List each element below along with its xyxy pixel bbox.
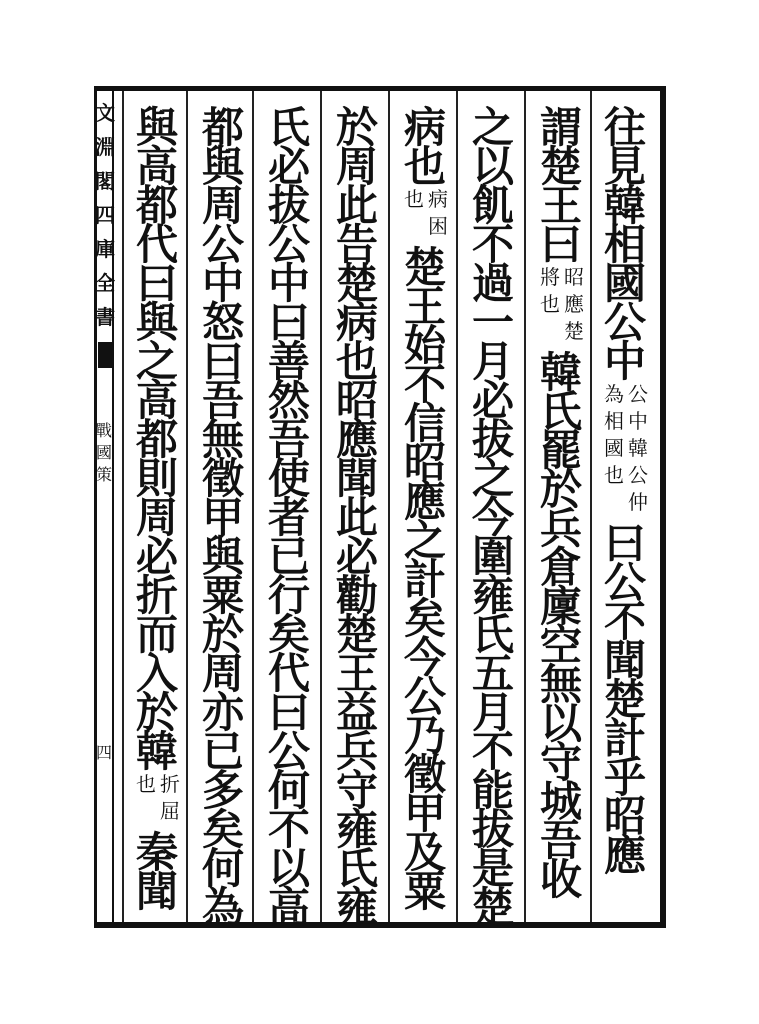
glyph: 中 [267,259,310,308]
glyph: 徵 [201,454,244,503]
annotation-glyph: 病 [428,187,448,211]
glyph: 秦 [135,828,178,877]
spine-glyph: 文 [95,101,115,125]
glyph: 矣 [201,805,244,854]
glyph: 與 [201,532,244,581]
glyph: 而 [135,610,178,659]
annotation-column [602,381,626,489]
glyph: 周 [335,142,378,191]
glyph: 廩 [539,582,582,631]
glyph: 守 [335,766,378,815]
annotation-glyph: 屈 [160,799,180,823]
glyph: 與 [201,142,244,191]
glyph: 以 [539,699,582,748]
spine-glyph: 閣 [95,169,115,193]
spine-glyph: 書 [95,305,115,329]
glyph: 粟 [201,571,244,620]
glyph: 也 [335,337,378,386]
column-rule [524,91,526,922]
glyph: 昭 [603,792,646,841]
glyph: 亦 [201,688,244,737]
glyph: 吾 [539,816,582,865]
glyph: 中 [201,259,244,308]
glyph: 一 [471,298,514,347]
glyph: 罷 [539,426,582,475]
annotation-column [562,264,586,345]
glyph: 聞 [335,454,378,503]
glyph: 過 [471,259,514,308]
annotation-glyph: 也 [404,187,424,211]
glyph: 何 [267,766,310,815]
glyph: 曰 [603,519,646,568]
spine-glyph: 庫 [95,237,115,261]
spine-header [95,96,115,376]
glyph: 昭 [335,376,378,425]
glyph: 中 [603,337,646,386]
glyph: 楚 [603,675,646,724]
fishtail-marker [98,342,112,368]
annotation-glyph: 楚 [564,319,584,343]
glyph: 氏 [539,387,582,436]
glyph: 氏 [267,103,310,152]
glyph: 不 [471,727,514,776]
glyph: 必 [267,142,310,191]
glyph: 代 [267,649,310,698]
glyph: 不 [471,220,514,269]
glyph: 空 [539,621,582,670]
spine-glyph: 淵 [95,135,115,159]
glyph: 徵 [403,750,446,799]
annotation-column [402,186,426,213]
glyph: 告 [335,220,378,269]
glyph: 之 [471,454,514,503]
column-rule [388,91,390,922]
title-glyph: 戰 [96,421,113,440]
glyph: 則 [135,454,178,503]
glyph: 拔 [471,805,514,854]
glyph: 者 [267,493,310,542]
annotation-glyph: 中 [628,409,648,433]
glyph: 然 [267,376,310,425]
glyph: 於 [135,688,178,737]
page-number: 四 [96,743,113,762]
glyph: 為 [201,883,244,932]
glyph: 曰 [201,337,244,386]
glyph: 此 [335,181,378,230]
glyph: 兵 [539,504,582,553]
glyph: 韓 [135,727,178,776]
column-rule [122,91,124,922]
glyph: 公 [403,672,446,721]
glyph: 楚 [335,610,378,659]
glyph: 氏 [471,610,514,659]
glyph: 應 [335,415,378,464]
annotation-glyph: 為 [604,382,624,406]
glyph: 五 [471,649,514,698]
glyph: 也 [403,142,446,191]
glyph: 氏 [335,844,378,893]
glyph: 於 [335,103,378,152]
column-rule [186,91,188,922]
glyph: 拔 [267,181,310,230]
glyph: 今 [471,493,514,542]
spine-glyph: 全 [95,271,115,295]
glyph: 之 [403,516,446,565]
glyph: 與 [135,298,178,347]
glyph: 國 [603,259,646,308]
glyph: 行 [267,571,310,620]
glyph: 公 [603,298,646,347]
glyph: 已 [267,532,310,581]
glyph: 甲 [403,789,446,838]
glyph: 楚 [539,142,582,191]
glyph: 公 [267,727,310,776]
annotation-column [134,771,158,798]
glyph: 拔 [471,415,514,464]
column-rule [252,91,254,922]
glyph: 韓 [539,348,582,397]
glyph: 不 [267,805,310,854]
glyph: 無 [539,660,582,709]
glyph: 始 [403,321,446,370]
glyph: 都 [135,181,178,230]
glyph: 今 [403,633,446,682]
glyph: 善 [267,337,310,386]
glyph: 必 [335,532,378,581]
glyph: 多 [201,766,244,815]
annotation-glyph: 也 [540,292,560,316]
book-title [96,420,112,486]
annotation-glyph: 韓 [628,436,648,460]
glyph: 病 [335,298,378,347]
glyph: 曰 [267,688,310,737]
glyph: 公 [201,220,244,269]
glyph: 往 [603,103,646,152]
glyph: 雍 [335,805,378,854]
glyph: 信 [403,399,446,448]
glyph: 曰 [135,259,178,308]
glyph: 與 [135,103,178,152]
glyph: 乎 [603,753,646,802]
glyph: 聞 [603,636,646,685]
glyph: 楚 [403,243,446,292]
annotation-glyph: 仲 [628,490,648,514]
glyph: 於 [201,610,244,659]
column-rule [590,91,592,922]
glyph: 計 [403,555,446,604]
title-glyph: 國 [96,443,113,462]
glyph: 應 [403,477,446,526]
glyph: 城 [539,777,582,826]
glyph: 甲 [201,493,244,542]
glyph: 病 [403,103,446,152]
glyph: 矣 [403,594,446,643]
glyph: 應 [603,831,646,880]
title-glyph: 策 [96,465,113,484]
glyph: 何 [201,844,244,893]
glyph: 高 [135,376,178,425]
glyph: 益 [335,688,378,737]
glyph: 及 [403,828,446,877]
glyph: 韓 [603,181,646,230]
glyph: 不 [603,597,646,646]
frame-border-top [94,86,666,91]
glyph: 高 [267,883,310,932]
annotation-glyph: 昭 [564,265,584,289]
glyph: 都 [201,103,244,152]
glyph: 必 [135,532,178,581]
frame-border-right [660,86,666,928]
glyph: 都 [135,415,178,464]
glyph: 雍 [471,571,514,620]
glyph: 公 [603,558,646,607]
glyph: 王 [403,282,446,331]
column-rule [456,91,458,922]
glyph: 折 [135,571,178,620]
glyph: 代 [135,220,178,269]
glyph: 王 [335,649,378,698]
glyph: 周 [135,493,178,542]
glyph: 之 [471,103,514,152]
glyph: 聞 [135,867,178,916]
glyph: 使 [267,454,310,503]
glyph: 已 [201,727,244,776]
annotation-column [538,264,562,318]
glyph: 以 [267,844,310,893]
annotation-glyph: 折 [160,772,180,796]
glyph: 於 [539,465,582,514]
annotation-glyph: 國 [604,436,624,460]
glyph: 以 [471,142,514,191]
glyph: 必 [471,376,514,425]
glyph: 曰 [539,220,582,269]
annotation-glyph: 也 [604,463,624,487]
annotation-column [158,771,182,825]
annotation-column [626,381,650,516]
glyph: 勸 [335,571,378,620]
glyph: 矣 [267,610,310,659]
glyph: 收 [539,855,582,904]
glyph: 不 [403,360,446,409]
glyph: 公 [267,220,310,269]
spine-glyph: 四 [95,203,115,227]
glyph: 周 [201,649,244,698]
glyph: 月 [471,688,514,737]
glyph: 乃 [403,711,446,760]
annotation-glyph: 將 [540,265,560,289]
glyph: 守 [539,738,582,787]
annotation-glyph: 相 [604,409,624,433]
annotation-glyph: 應 [564,292,584,316]
glyph: 飢 [471,181,514,230]
glyph: 粟 [403,867,446,916]
glyph: 雍 [335,883,378,932]
glyph: 之 [135,337,178,386]
column-rule [320,91,322,922]
glyph: 兵 [335,727,378,776]
glyph: 入 [135,649,178,698]
glyph: 謂 [539,103,582,152]
glyph: 相 [603,220,646,269]
annotation-glyph: 公 [628,463,648,487]
glyph: 見 [603,142,646,191]
glyph: 能 [471,766,514,815]
glyph: 怒 [201,298,244,347]
glyph: 楚 [335,259,378,308]
annotation-glyph: 公 [628,382,648,406]
glyph: 是 [471,844,514,893]
glyph: 周 [201,181,244,230]
annotation-glyph: 困 [428,214,448,238]
annotation-glyph: 也 [136,772,156,796]
glyph: 曰 [267,298,310,347]
glyph: 高 [135,142,178,191]
annotation-column [426,186,450,240]
glyph: 楚 [471,883,514,932]
glyph: 圍 [471,532,514,581]
glyph: 此 [335,493,378,542]
glyph: 月 [471,337,514,386]
glyph: 計 [603,714,646,763]
glyph: 吾 [267,415,310,464]
glyph: 昭 [403,438,446,487]
glyph: 王 [539,181,582,230]
glyph: 倉 [539,543,582,592]
glyph: 無 [201,415,244,464]
glyph: 吾 [201,376,244,425]
